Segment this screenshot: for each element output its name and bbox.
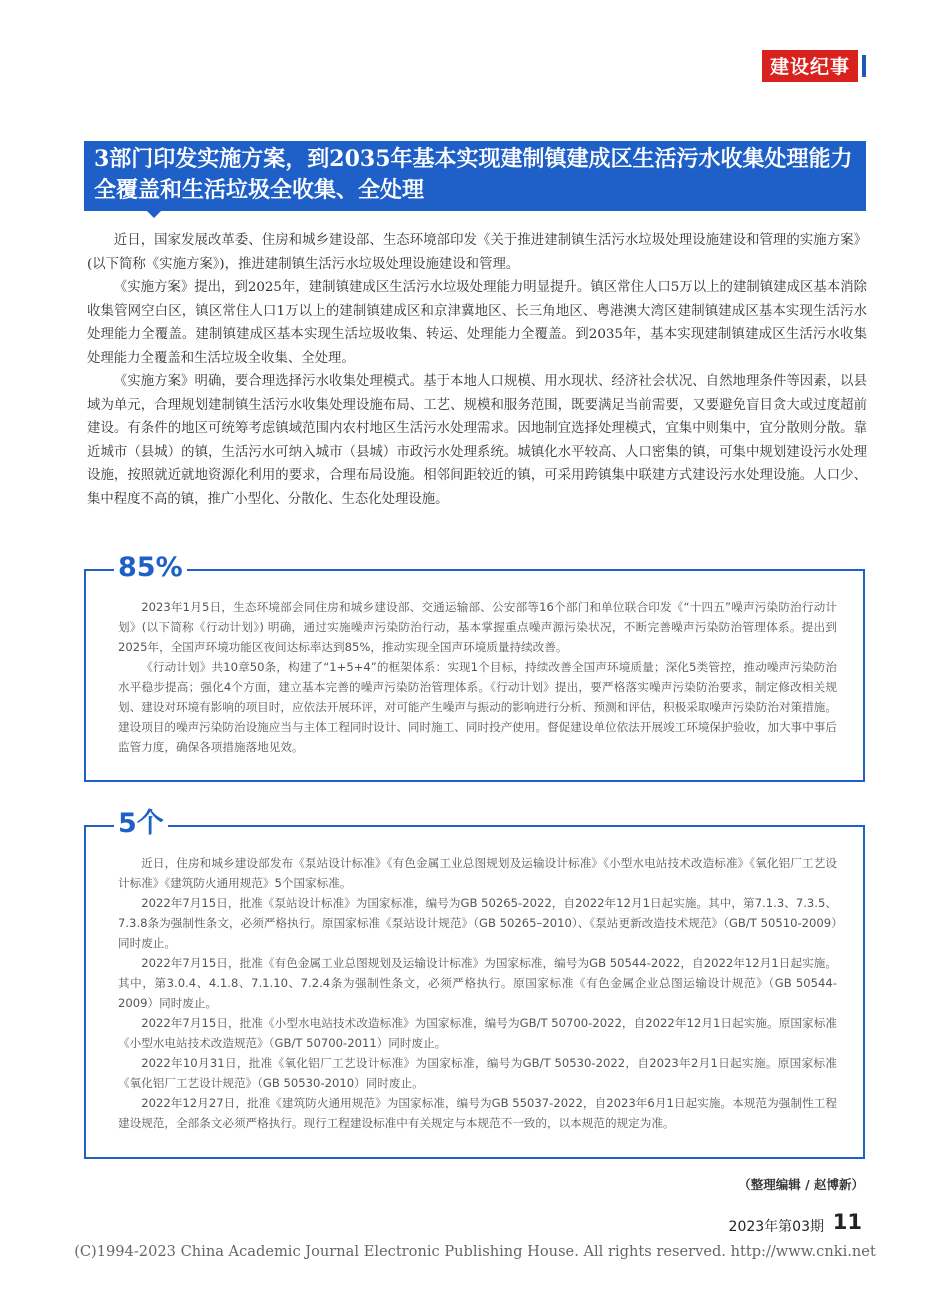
article-title: 3部门印发实施方案，到2035年基本实现建制镇建成区生活污水收集处理能力全覆盖和生活垃圾全收集、全处理 (84, 141, 866, 211)
info-box-noise (84, 552, 865, 782)
page-number: 11 (832, 1210, 862, 1234)
info-box-paragraph: 2022年7月15日，批准《小型水电站技术改造标准》为国家标准，编号为GB/T 50700-2022，自2022年12月1日起实施。原国家标准《小型水电站技术改造规范》（GB/T 50700-2011）同时废止。 (118, 1016, 837, 1050)
info-box-paragraph: 近日，住房和城乡建设部发布《泵站设计标准》《有色金属工业总图规划及运输设计标准》《小型水电站技术改造标准》《氧化铝厂工艺设计标准》《建筑防火通用规范》5个国家标准。 (118, 856, 837, 890)
column-badge-text: 建设纪事 (762, 50, 858, 82)
info-box-paragraph: 2022年7月15日，批准《泵站设计标准》为国家标准，编号为GB 50265-2022，自2022年12月1日起实施。其中，第7.1.3、7.3.5、7.3.8条为强制性条文，必须严格执行。原国家标准《泵站设计规范》（GB 50265–2010）、《泵站更新改造技术规范》（GB/T 50510-2009）同时废止。 (118, 896, 837, 950)
info-box-label: 85% (114, 550, 187, 586)
article-paragraph: 《实施方案》提出，到2025年，建制镇建成区生活污水垃圾处理能力明显提升。镇区常住人口5万以上的建制镇建成区基本消除收集管网空白区，镇区常住人口1万以上的建制镇建成区和京津冀地区、长三角地区、粤港澳大湾区建制镇建成区基本实现生活污水处理能力全覆盖。建制镇建成区基本实现生活垃圾收集、转运、处理能力全覆盖。到2035年，基本实现建制镇建成区生活污水收集处理能力全覆盖和生活垃圾全收集、全处理。 (87, 280, 867, 366)
info-box-paragraph: 2023年1月5日，生态环境部会同住房和城乡建设部、交通运输部、公安部等16个部门和单位联合印发《“十四五”噪声污染防治行动计划》(以下简称《行动计划》) 明确，通过实施噪声污染防治行动，基本掌握重点噪声源污染状况，不断完善噪声污染防治管理体系。提出到2025年，全国声环境功能区夜间达标率达到85%，推动实现全国声环境质量持续改善。 (118, 600, 837, 654)
info-box-paragraph: 2022年12月27日，批准《建筑防火通用规范》为国家标准，编号为GB 55037-2022，自2023年6月1日起实施。本规范为强制性工程建设规范，全部条文必须严格执行。现行工程建设标准中有关规定与本规范不一致的，以本规范的规定为准。 (118, 1096, 837, 1130)
article-paragraph: 近日，国家发展改革委、住房和城乡建设部、生态环境部印发《关于推进建制镇生活污水垃圾处理设施建设和管理的实施方案》(以下简称《实施方案》)，推进建制镇生活污水垃圾处理设施建设和管理。 (87, 233, 867, 272)
article-paragraph: 《实施方案》明确，要合理选择污水收集处理模式。基于本地人口规模、用水现状、经济社会状况、自然地理条件等因素，以县域为单元，合理规划建制镇生活污水收集处理设施布局、工艺、规模和服务范围，既要满足当前需要，又要避免盲目贪大或过度超前建设。有条件的地区可统筹考虑镇域范围内农村地区生活污水处理需求。因地制宜选择处理模式，宜集中则集中，宜分散则分散。靠近城市（县城）的镇，生活污水可纳入城市（县城）市政污水处理系统。城镇化水平较高、人口密集的镇，可集中规划建设污水处理设施，按照就近就地资源化利用的要求，合理布局设施。相邻间距较近的镇，可采用跨镇集中联建方式建设污水处理设施。人口少、集中程度不高的镇，推广小型化、分散化、生态化处理设施。 (87, 374, 867, 507)
copyright-notice: (C)1994-2023 China Academic Journal Electronic Publishing House. All rights reserved. http://www.cnki.net (74, 1243, 876, 1260)
editor-credit: （整理编辑 / 赵博新） (738, 1177, 864, 1192)
info-box-paragraph: 2022年10月31日，批准《氧化铝厂工艺设计标准》为国家标准，编号为GB/T 50530-2022，自2023年2月1日起实施。原国家标准《氧化铝厂工艺设计规范》（GB 50530-2010）同时废止。 (118, 1056, 837, 1090)
issue-number: 2023年第03期 (728, 1219, 824, 1235)
info-box-paragraph: 《行动计划》共10章50条，构建了“1+5+4”的框架体系：实现1个目标，持续改善全国声环境质量；深化5类管控，推动噪声污染防治水平稳步提高；强化4个方面，建立基本完善的噪声污染防治管理体系。《行动计划》提出，要严格落实噪声污染防治要求，制定修改相关规划、建设对环境有影响的项目时，应依法开展环评，对可能产生噪声与振动的影响进行分析、预测和评估，积极采取噪声污染防治对策措施。建设项目的噪声污染防治设施应当与主体工程同时设计、同时施工、同时投产使用。督促建设单位依法开展竣工环境保护验收，加大事中事后监管力度，确保各项措施落地见效。 (118, 660, 837, 754)
info-box-label: 5个 (114, 806, 168, 842)
column-badge (762, 50, 866, 82)
article-body (87, 229, 867, 511)
title-banner-tail (140, 204, 168, 218)
column-badge-bar (862, 55, 866, 77)
info-box-standards (84, 808, 865, 1159)
info-box-paragraph: 2022年7月15日，批准《有色金属工业总图规划及运输设计标准》为国家标准，编号为GB 50544-2022，自2022年12月1日起实施。其中，第3.0.4、4.1.8、7.1.10、7.2.4条为强制性条文，必须严格执行。原国家标准《有色金属企业总图运输设计规范》（GB 50544-2009）同时废止。 (118, 956, 837, 1010)
